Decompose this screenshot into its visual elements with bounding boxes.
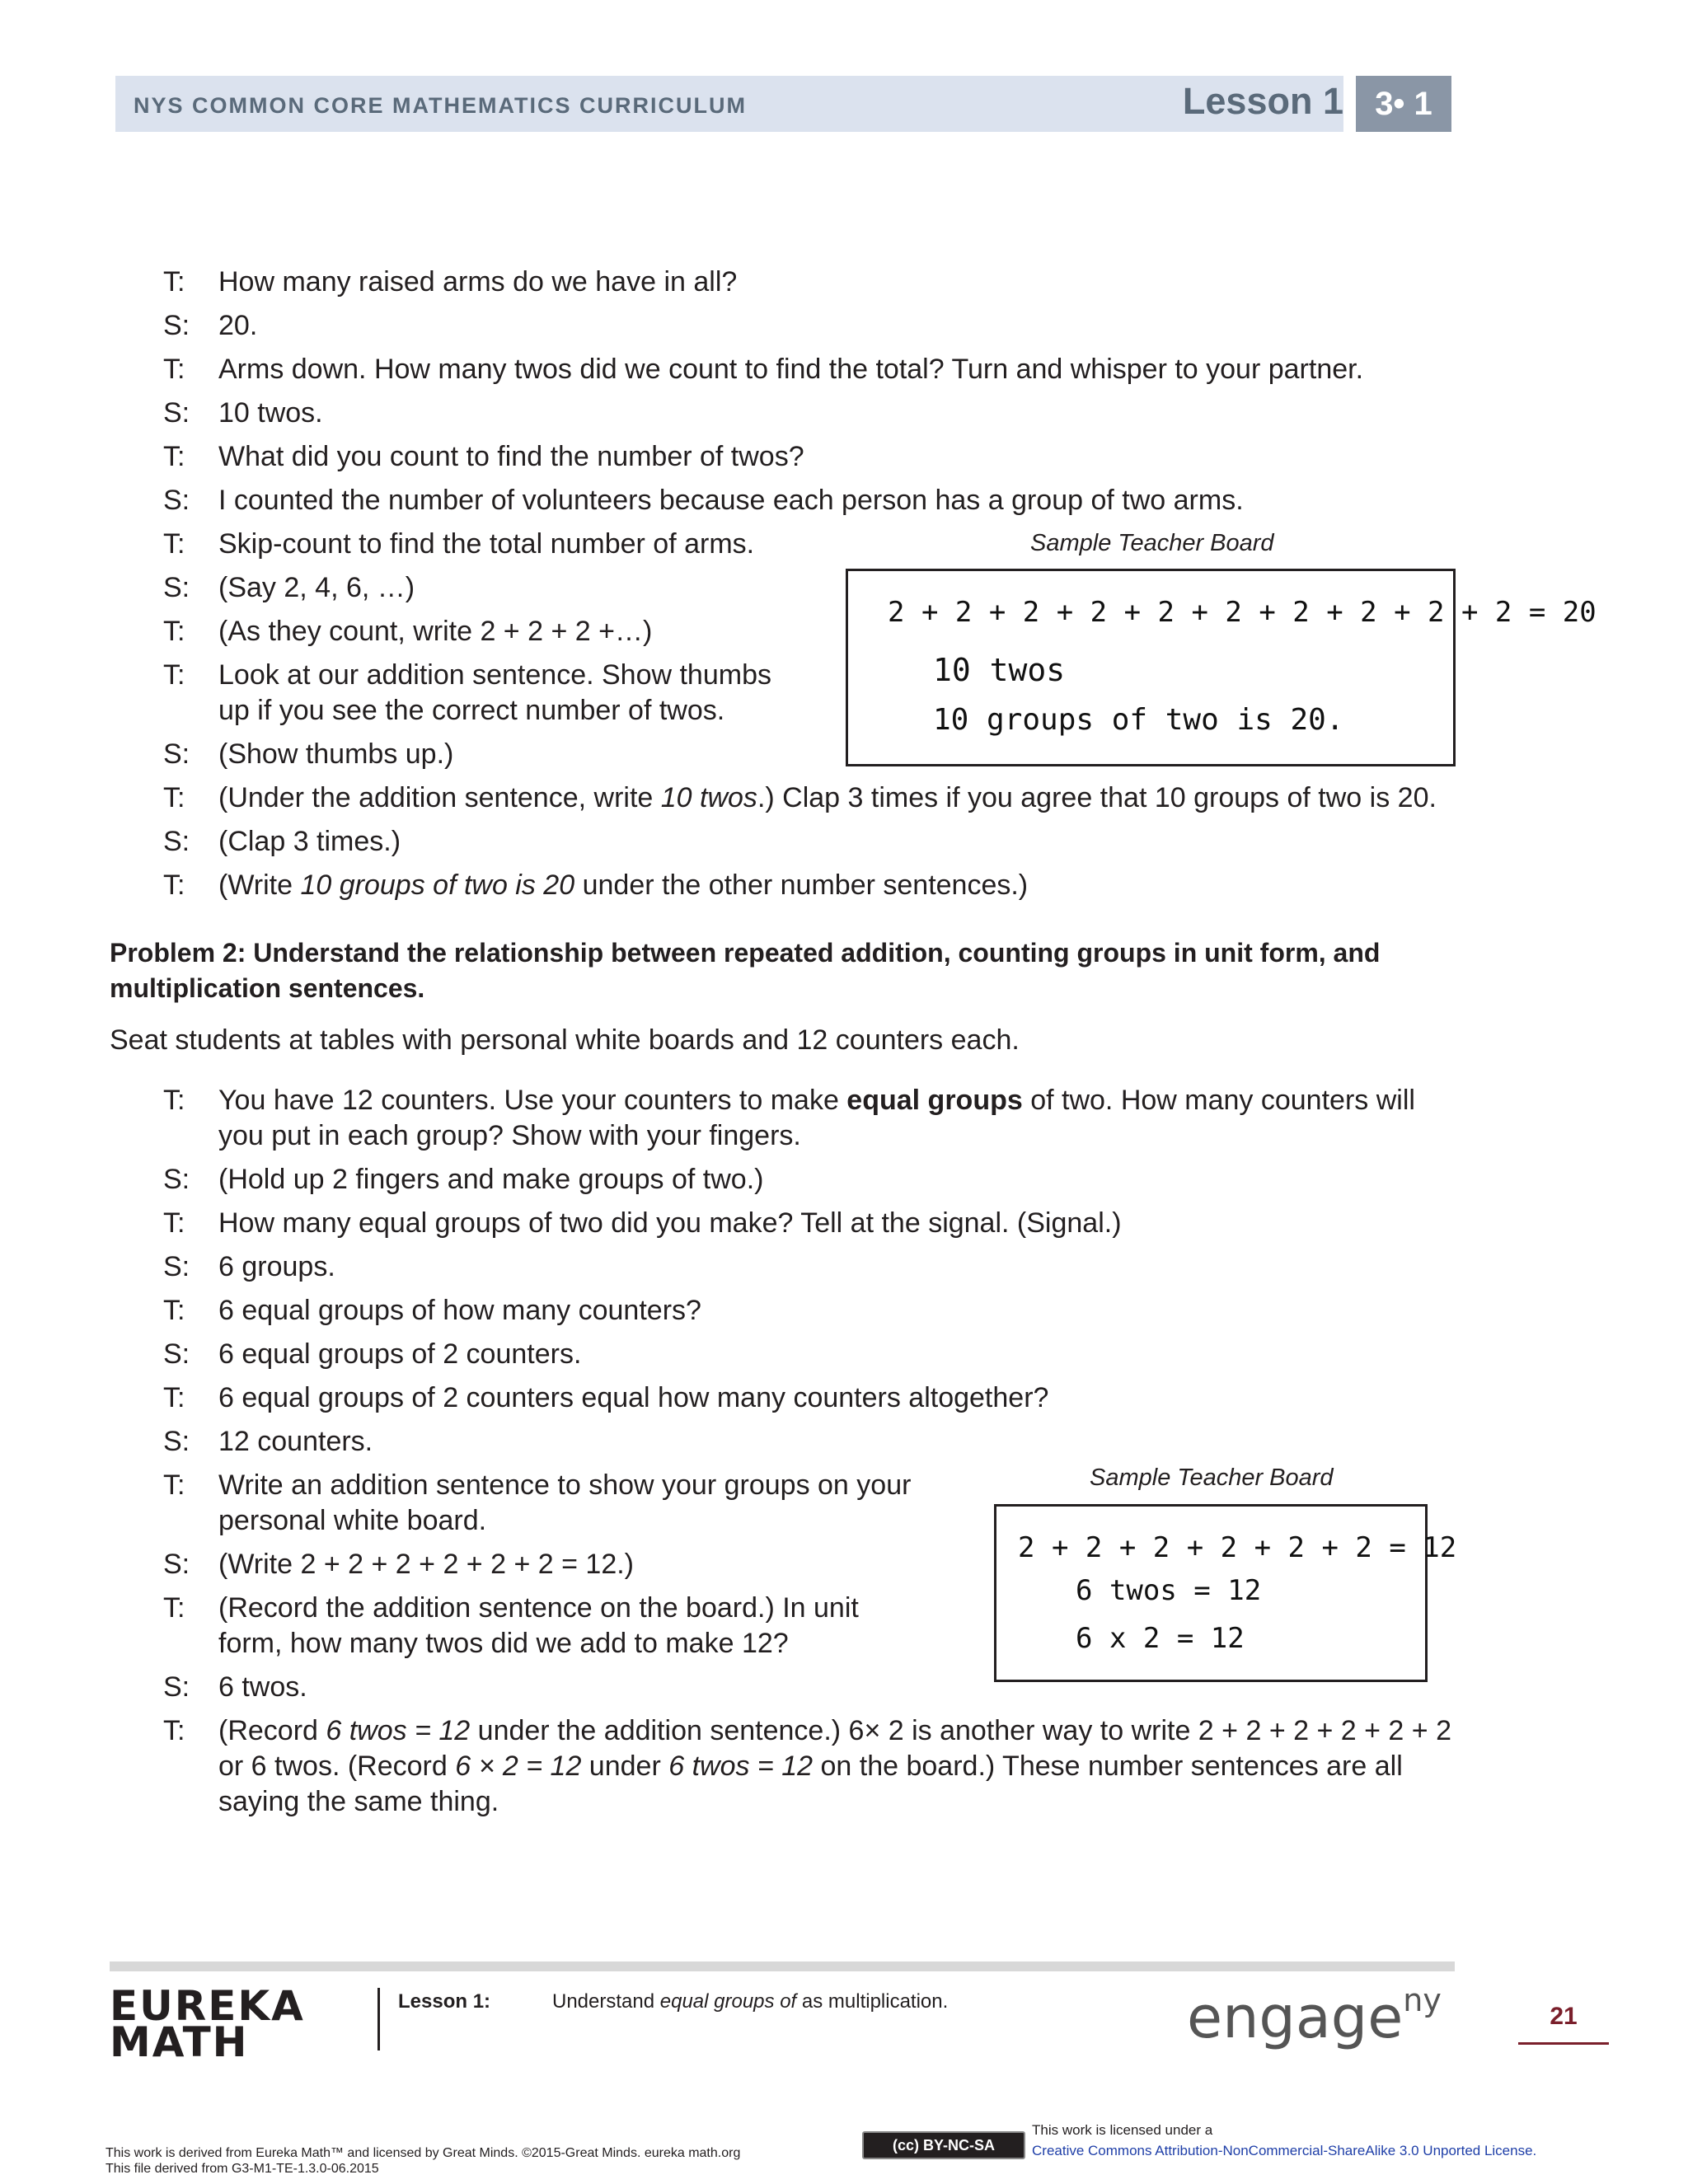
license-link[interactable]: Creative Commons Attribution-NonCommercial-ShareAlike 3.0 Unported License.: [1032, 2143, 1537, 2158]
board-caption: Sample Teacher Board: [1030, 530, 1274, 556]
module-badge: 3• 1: [1356, 76, 1451, 132]
board-unit-form: 10 twos: [933, 652, 1066, 688]
page-number: 21: [1550, 2003, 1578, 2030]
footer-divider: [377, 1988, 380, 2050]
sample-teacher-board: [994, 1504, 1457, 1682]
board-caption: Sample Teacher Board: [1090, 1465, 1334, 1491]
sample-teacher-board: [846, 569, 1597, 766]
license-text: This work is licensed under a: [1032, 2122, 1213, 2138]
problem-heading-continued: multiplication sentences.: [110, 973, 425, 1003]
engageny-logo: engage$^{ny}$: [1187, 1982, 1442, 2051]
problem-heading: Problem 2: Understand the relationship between repeated addition, counting groups in unit form, and: [110, 938, 1381, 968]
board-unit-form: 6 twos = 12: [1076, 1574, 1262, 1607]
problem-intro: Seat students at tables with personal white boards and 12 counters each.: [110, 1024, 1020, 1056]
page-number-rule: [1518, 2042, 1609, 2045]
footer-rule: [110, 1961, 1455, 1971]
board-equation: 2 + 2 + 2 + 2 + 2 + 2 = 12: [1018, 1531, 1457, 1564]
footer-lesson-label: Lesson 1:: [398, 1990, 491, 2013]
curriculum-title: NYS COMMON CORE MATHEMATICS CURRICULUM: [134, 93, 747, 118]
board-multiplication: 6 x 2 = 12: [1076, 1622, 1245, 1655]
eureka-math-logo: EUREKA MATH: [110, 1982, 305, 2066]
lesson-label: Lesson 1: [1182, 80, 1343, 122]
cc-license-badge: (cc) BY-NC-SA: [862, 2131, 1025, 2159]
board-equation: 2 + 2 + 2 + 2 + 2 + 2 + 2 + 2 + 2 + 2 = 20: [888, 596, 1597, 629]
footer-attribution: This work is derived from Eureka Math™ and licensed by Great Minds. ©2015-Great Minds. eureka math.org This file derived from G3-M1-TE-1.3.0-06.2015: [106, 2146, 741, 2176]
footer-lesson-title: Understand equal groups of as multiplication.: [552, 1990, 949, 2013]
board-sentence: 10 groups of two is 20.: [933, 703, 1344, 737]
